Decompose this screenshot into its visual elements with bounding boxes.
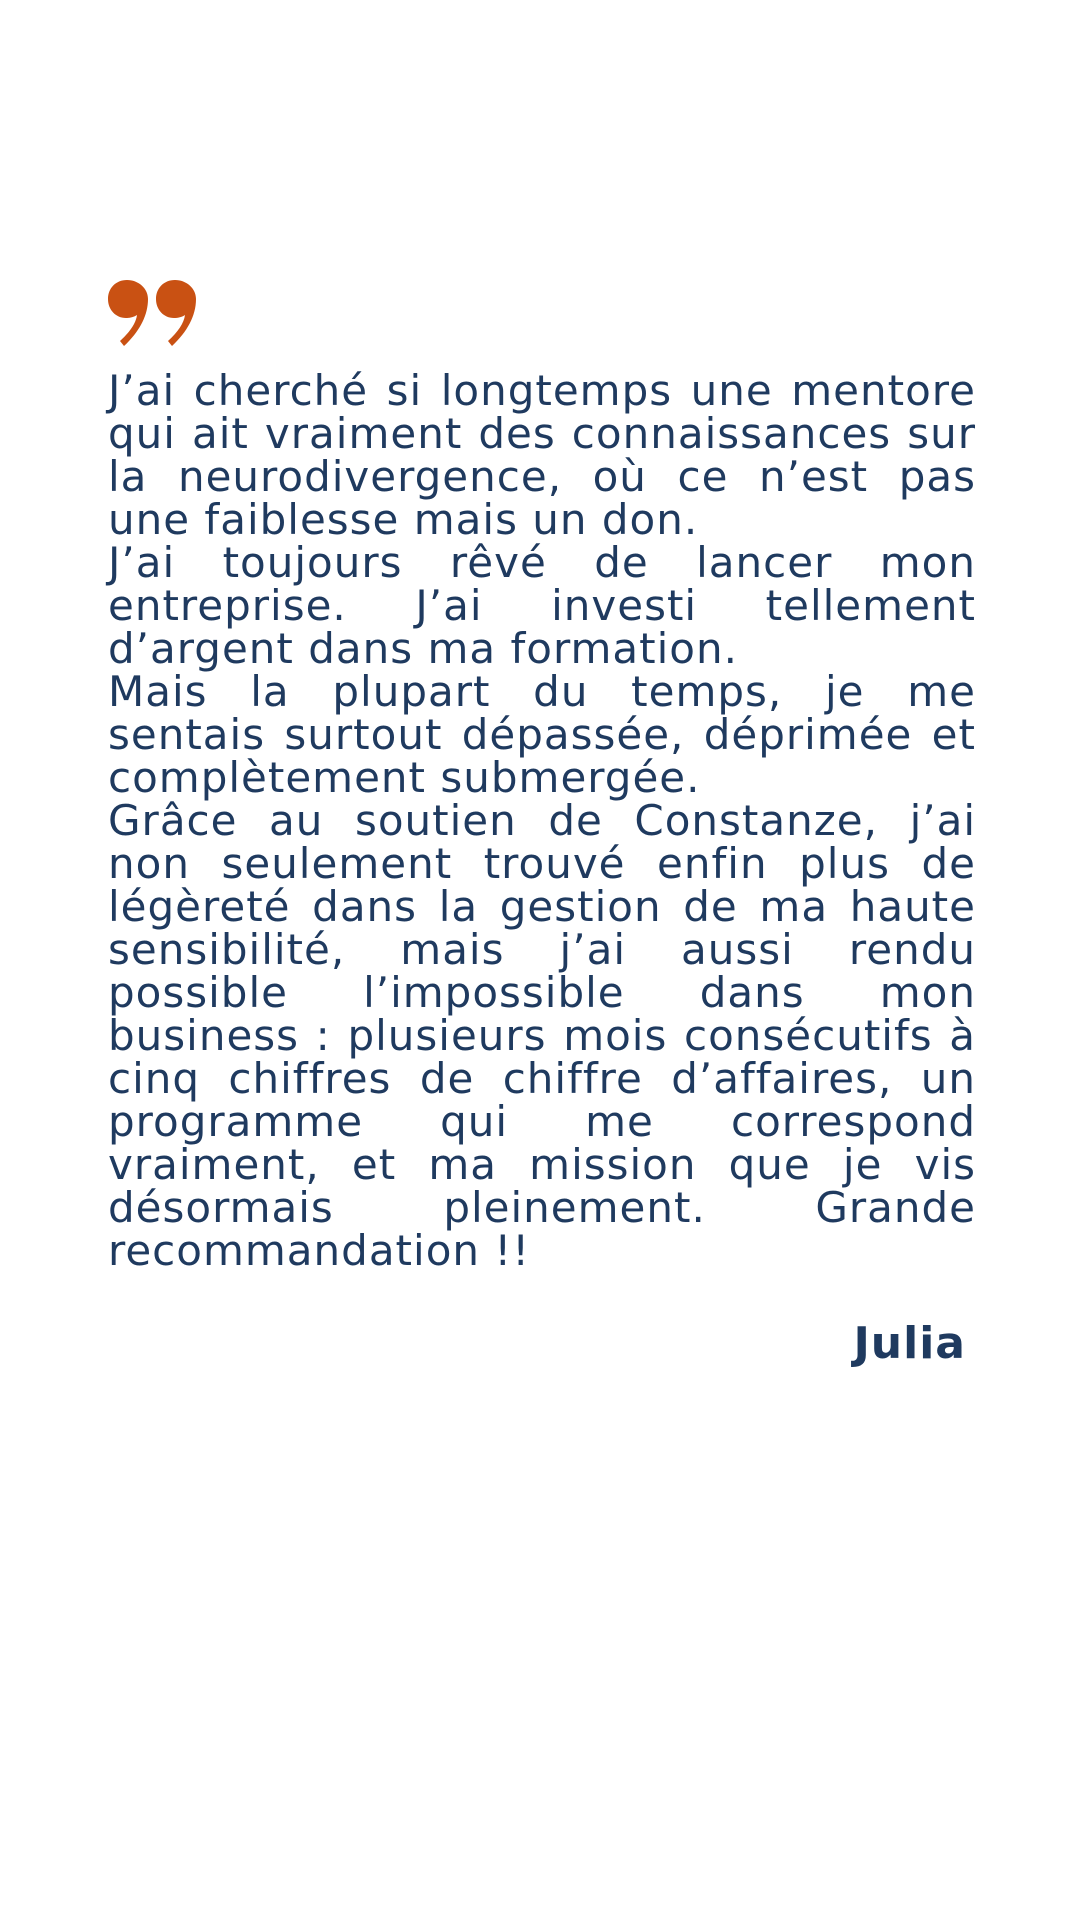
testimonial-paragraph: Mais la plupart du temps, je me sentais surtout dépassée, déprimée et complètement submergée.: [108, 667, 976, 802]
testimonial-text: [108, 366, 976, 1275]
quote-left-glyph: [108, 280, 148, 346]
testimonial-paragraph: Grâce au soutien de Constanze, j’ai non seulement trouvé enfin plus de légèreté dans la gestion de ma haute sensibilité, mais j’ai aussi rendu possible l’impossible dans mon business : plusieurs mois consécutifs à cinq chiffres de chiffre d’affaires, un programme qui me correspond vraiment, et ma mission que je vis désormais pleinement. Grande recommandation !!: [108, 796, 976, 1275]
testimonial-paragraph: J’ai toujours rêvé de lancer mon entreprise. J’ai investi tellement d’argent dans ma formation.: [108, 538, 976, 673]
author-name: Julia: [853, 1318, 966, 1369]
quote-right-glyph: [156, 280, 196, 346]
testimonial-paragraph: J’ai cherché si longtemps une mentore qui ait vraiment des connaissances sur la neurodivergence, où ce n’est pas une faiblesse mais un don.: [108, 366, 976, 544]
closing-quote-icon: [108, 278, 196, 350]
